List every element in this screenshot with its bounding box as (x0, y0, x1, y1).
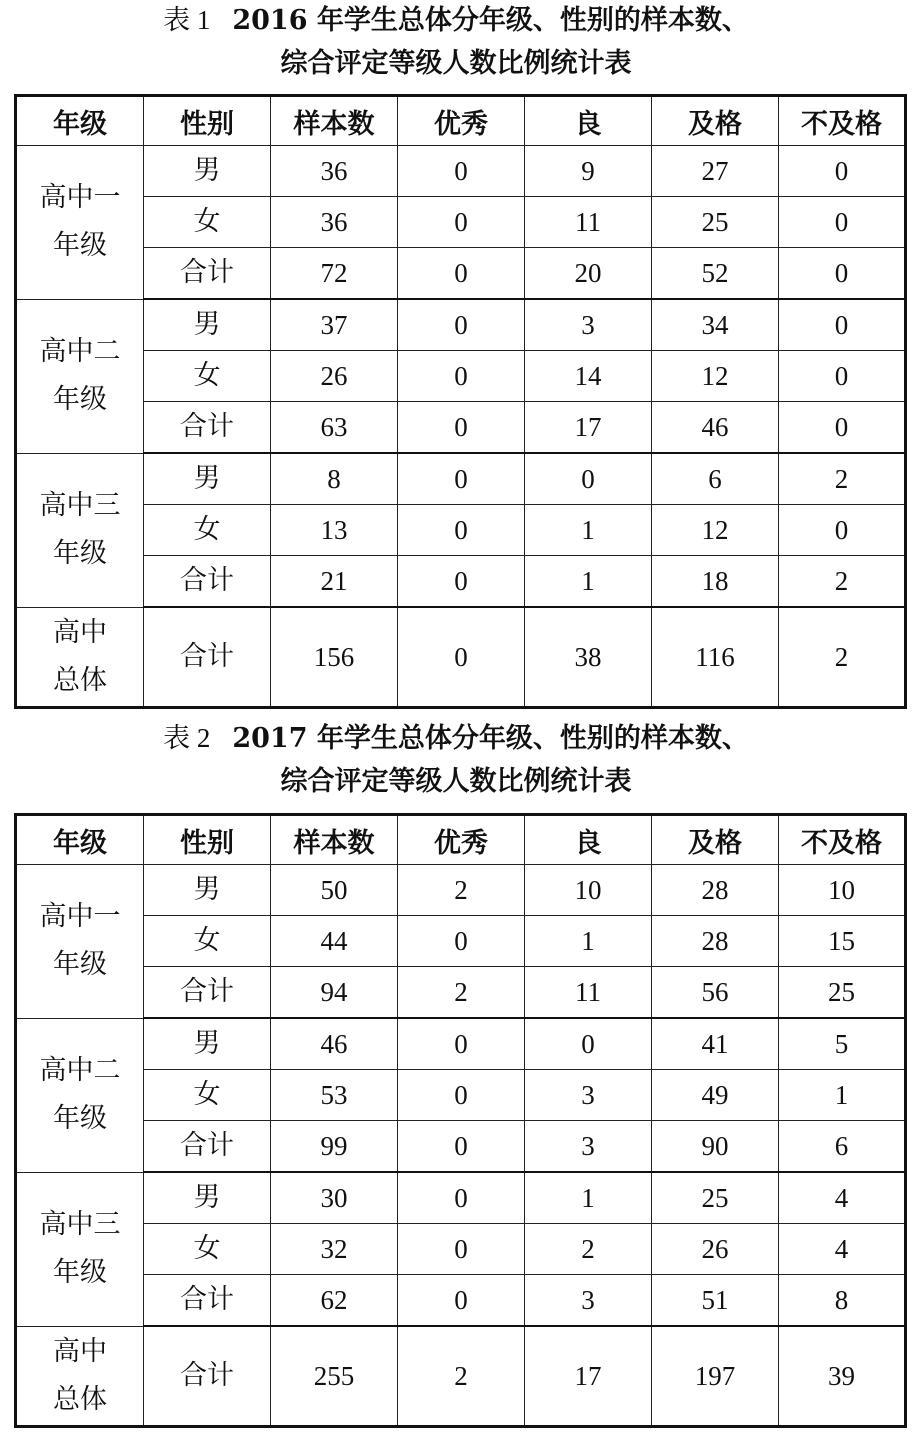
column-header: 样本数 (271, 96, 398, 146)
value-cell: 3 (525, 299, 652, 351)
grade-label-line2: 年级 (53, 538, 107, 569)
gender-cell: 女 (144, 1224, 271, 1275)
grade-label-line2: 年级 (53, 230, 107, 262)
value-cell: 56 (652, 967, 779, 1019)
value-cell: 12 (652, 351, 779, 402)
value-cell: 0 (398, 146, 525, 197)
value-cell: 6 (779, 1121, 906, 1173)
column-header: 及格 (652, 815, 779, 865)
gender-cell: 男 (144, 865, 271, 916)
table-2-caption-line1: 2017 年学生总体分年级、性别的样本数、 (232, 723, 749, 754)
value-cell: 2 (525, 1224, 652, 1275)
grade-cell (16, 453, 144, 607)
value-cell: 0 (398, 1172, 525, 1224)
column-header: 年级 (16, 815, 144, 865)
table-2-caption (0, 720, 912, 757)
value-cell: 17 (525, 1326, 652, 1427)
grade-label-line2: 年级 (53, 1257, 107, 1288)
gender-cell: 男 (144, 299, 271, 351)
grade-cell (16, 146, 144, 300)
gender-cell: 合计 (144, 967, 271, 1019)
value-cell: 13 (271, 505, 398, 556)
value-cell: 3 (525, 1275, 652, 1327)
gender-cell: 合计 (144, 1275, 271, 1327)
grade-label-line2: 年级 (53, 384, 107, 415)
value-cell: 46 (271, 1018, 398, 1070)
value-cell: 50 (271, 865, 398, 916)
value-cell: 0 (398, 1121, 525, 1173)
value-cell: 9 (525, 146, 652, 197)
table-row (16, 351, 906, 402)
gender-cell: 男 (144, 146, 271, 197)
value-cell: 11 (525, 197, 652, 248)
gender-cell: 男 (144, 1172, 271, 1224)
value-cell: 8 (779, 1275, 906, 1327)
value-cell: 10 (525, 865, 652, 916)
column-header: 样本数 (271, 815, 398, 865)
value-cell: 11 (525, 967, 652, 1019)
value-cell: 94 (271, 967, 398, 1019)
value-cell: 14 (525, 351, 652, 402)
grade-cell (16, 1326, 144, 1427)
column-header: 良 (525, 96, 652, 146)
value-cell: 28 (652, 916, 779, 967)
grade-label-line1: 高中二 (39, 336, 121, 367)
gender-cell: 女 (144, 1070, 271, 1121)
value-cell: 18 (652, 556, 779, 608)
value-cell: 25 (652, 1172, 779, 1224)
value-cell: 156 (271, 607, 398, 708)
grade-label-line1: 高中一 (39, 901, 121, 933)
value-cell: 0 (779, 146, 906, 197)
value-cell: 8 (271, 453, 398, 505)
value-cell: 1 (779, 1070, 906, 1121)
gender-cell: 合计 (144, 402, 271, 454)
value-cell: 36 (271, 146, 398, 197)
value-cell: 255 (271, 1326, 398, 1427)
value-cell: 3 (525, 1070, 652, 1121)
value-cell: 0 (398, 1018, 525, 1070)
grade-cell (16, 1172, 144, 1326)
value-cell: 25 (652, 197, 779, 248)
grade-cell (16, 299, 144, 453)
value-cell: 12 (652, 505, 779, 556)
value-cell: 0 (398, 1275, 525, 1327)
table-row (16, 453, 906, 505)
value-cell: 0 (398, 607, 525, 708)
value-cell: 116 (652, 607, 779, 708)
table-2017 (14, 813, 907, 1428)
column-header: 性别 (144, 96, 271, 146)
grade-label-line2: 年级 (53, 949, 107, 981)
value-cell: 99 (271, 1121, 398, 1173)
grade-label-line1: 高中 (53, 616, 107, 648)
value-cell: 0 (525, 1018, 652, 1070)
table-1-caption-line1: 2016 年学生总体分年级、性别的样本数、 (232, 5, 749, 36)
value-cell: 27 (652, 146, 779, 197)
value-cell: 38 (525, 607, 652, 708)
grade-label-line1: 高中 (53, 1335, 107, 1367)
column-header: 性别 (144, 815, 271, 865)
value-cell: 52 (652, 248, 779, 300)
gender-cell: 合计 (144, 1326, 271, 1427)
value-cell: 63 (271, 402, 398, 454)
value-cell: 53 (271, 1070, 398, 1121)
table-row (16, 1275, 906, 1327)
table-row (16, 967, 906, 1019)
column-header: 年级 (16, 96, 144, 146)
table-1-caption (0, 2, 912, 39)
grade-label-line2: 总体 (53, 664, 107, 696)
value-cell: 5 (779, 1018, 906, 1070)
value-cell: 4 (779, 1224, 906, 1275)
value-cell: 49 (652, 1070, 779, 1121)
value-cell: 0 (398, 453, 525, 505)
gender-cell: 女 (144, 197, 271, 248)
table-row (16, 402, 906, 454)
gender-cell: 女 (144, 505, 271, 556)
grade-label-line2: 总体 (53, 1383, 107, 1415)
value-cell: 0 (525, 453, 652, 505)
value-cell: 2 (779, 453, 906, 505)
gender-cell: 男 (144, 1018, 271, 1070)
value-cell: 2 (779, 607, 906, 708)
total-row (16, 607, 906, 708)
value-cell: 15 (779, 916, 906, 967)
gender-cell: 合计 (144, 607, 271, 708)
value-cell: 26 (652, 1224, 779, 1275)
value-cell: 197 (652, 1326, 779, 1427)
value-cell: 3 (525, 1121, 652, 1173)
value-cell: 28 (652, 865, 779, 916)
value-cell: 0 (398, 1224, 525, 1275)
table-row (16, 1224, 906, 1275)
header-row (16, 815, 906, 865)
table-row (16, 248, 906, 300)
table-2016 (14, 94, 907, 709)
value-cell: 44 (271, 916, 398, 967)
value-cell: 0 (398, 556, 525, 608)
gender-cell: 合计 (144, 248, 271, 300)
value-cell: 0 (398, 351, 525, 402)
value-cell: 0 (398, 197, 525, 248)
grade-label-line2: 年级 (53, 1103, 107, 1134)
grade-label-line1: 高中三 (39, 490, 121, 521)
column-header: 良 (525, 815, 652, 865)
column-header: 不及格 (779, 96, 906, 146)
value-cell: 2 (398, 865, 525, 916)
value-cell: 0 (779, 197, 906, 248)
total-row (16, 1326, 906, 1427)
value-cell: 39 (779, 1326, 906, 1427)
gender-cell: 合计 (144, 1121, 271, 1173)
table-row (16, 146, 906, 197)
column-header: 不及格 (779, 815, 906, 865)
value-cell: 0 (398, 1070, 525, 1121)
value-cell: 1 (525, 556, 652, 608)
value-cell: 0 (398, 299, 525, 351)
value-cell: 0 (398, 916, 525, 967)
value-cell: 0 (779, 351, 906, 402)
value-cell: 21 (271, 556, 398, 608)
table-row (16, 505, 906, 556)
value-cell: 34 (652, 299, 779, 351)
grade-label-line1: 高中一 (39, 182, 121, 214)
table-row (16, 1121, 906, 1173)
table-row (16, 1018, 906, 1070)
table-2-caption-line2: 综合评定等级人数比例统计表 (280, 766, 632, 797)
table-row (16, 1070, 906, 1121)
value-cell: 1 (525, 916, 652, 967)
value-cell: 32 (271, 1224, 398, 1275)
gender-cell: 合计 (144, 556, 271, 608)
header-row (16, 96, 906, 146)
value-cell: 6 (652, 453, 779, 505)
value-cell: 37 (271, 299, 398, 351)
value-cell: 51 (652, 1275, 779, 1327)
value-cell: 0 (779, 248, 906, 300)
column-header: 优秀 (398, 815, 525, 865)
value-cell: 41 (652, 1018, 779, 1070)
table-2-caption-label: 表 2 (163, 723, 211, 753)
gender-cell: 男 (144, 453, 271, 505)
value-cell: 26 (271, 351, 398, 402)
table-1-caption-line2: 综合评定等级人数比例统计表 (280, 48, 632, 79)
grade-cell (16, 1018, 144, 1172)
table-row (16, 299, 906, 351)
table-row (16, 556, 906, 608)
column-header: 优秀 (398, 96, 525, 146)
table-row (16, 1172, 906, 1224)
grade-cell (16, 865, 144, 1019)
grade-label-line1: 高中二 (39, 1055, 121, 1086)
value-cell: 2 (398, 1326, 525, 1427)
value-cell: 0 (398, 402, 525, 454)
value-cell: 30 (271, 1172, 398, 1224)
value-cell: 20 (525, 248, 652, 300)
value-cell: 10 (779, 865, 906, 916)
table-1-caption-label: 表 1 (163, 5, 211, 35)
value-cell: 36 (271, 197, 398, 248)
value-cell: 0 (398, 248, 525, 300)
value-cell: 90 (652, 1121, 779, 1173)
value-cell: 0 (779, 299, 906, 351)
gender-cell: 女 (144, 916, 271, 967)
value-cell: 25 (779, 967, 906, 1019)
grade-cell (16, 607, 144, 708)
table-row (16, 916, 906, 967)
value-cell: 2 (398, 967, 525, 1019)
value-cell: 1 (525, 1172, 652, 1224)
value-cell: 0 (398, 505, 525, 556)
table-row (16, 865, 906, 916)
value-cell: 1 (525, 505, 652, 556)
gender-cell: 女 (144, 351, 271, 402)
value-cell: 17 (525, 402, 652, 454)
column-header: 及格 (652, 96, 779, 146)
value-cell: 2 (779, 556, 906, 608)
value-cell: 62 (271, 1275, 398, 1327)
grade-label-line1: 高中三 (39, 1209, 121, 1240)
value-cell: 72 (271, 248, 398, 300)
value-cell: 0 (779, 505, 906, 556)
value-cell: 0 (779, 402, 906, 454)
table-row (16, 197, 906, 248)
value-cell: 4 (779, 1172, 906, 1224)
value-cell: 46 (652, 402, 779, 454)
